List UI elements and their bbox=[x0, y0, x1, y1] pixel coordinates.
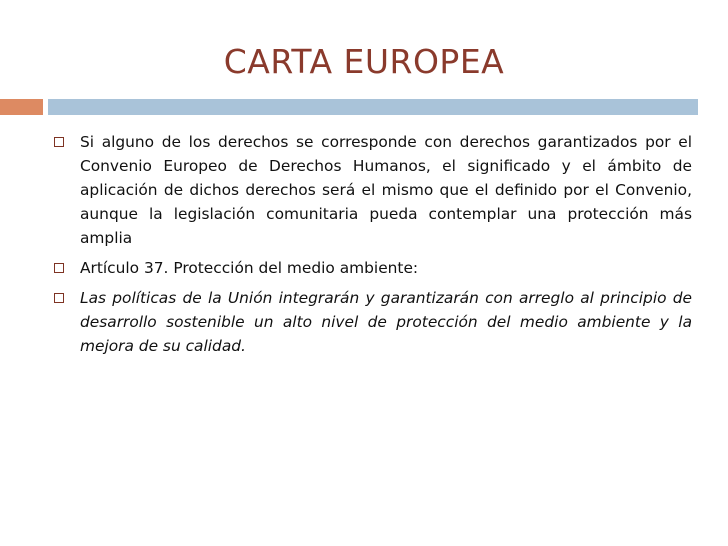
square-bullet-icon bbox=[54, 263, 64, 273]
bullet-item-convenio bbox=[52, 130, 692, 250]
bullet-text: Si alguno de los derechos se corresponde con derechos garantizados por el Convenio Europeo de Derechos Humanos, el significado y el ámbito de aplicación de dichos derechos será el mismo que el definido por el Convenio, aunque la legislación comunitaria pueda contemplar una protección más amplia bbox=[80, 133, 692, 247]
bullet-item-articulo-37 bbox=[52, 256, 692, 280]
square-bullet-icon bbox=[54, 137, 64, 147]
bullet-text: Las políticas de la Unión integrarán y garantizarán con arreglo al principio de desarrollo sostenible un alto nivel de protección del medio ambiente y la mejora de su calidad. bbox=[80, 289, 692, 355]
bullet-item-politicas bbox=[52, 286, 692, 358]
bullet-list bbox=[52, 130, 692, 364]
bullet-text: Artículo 37. Protección del medio ambiente: bbox=[80, 259, 419, 277]
slide-title: CARTA EUROPEA bbox=[223, 42, 505, 81]
title-rule-accent bbox=[0, 99, 43, 115]
title-rule-bar bbox=[48, 99, 698, 115]
square-bullet-icon bbox=[54, 293, 64, 303]
